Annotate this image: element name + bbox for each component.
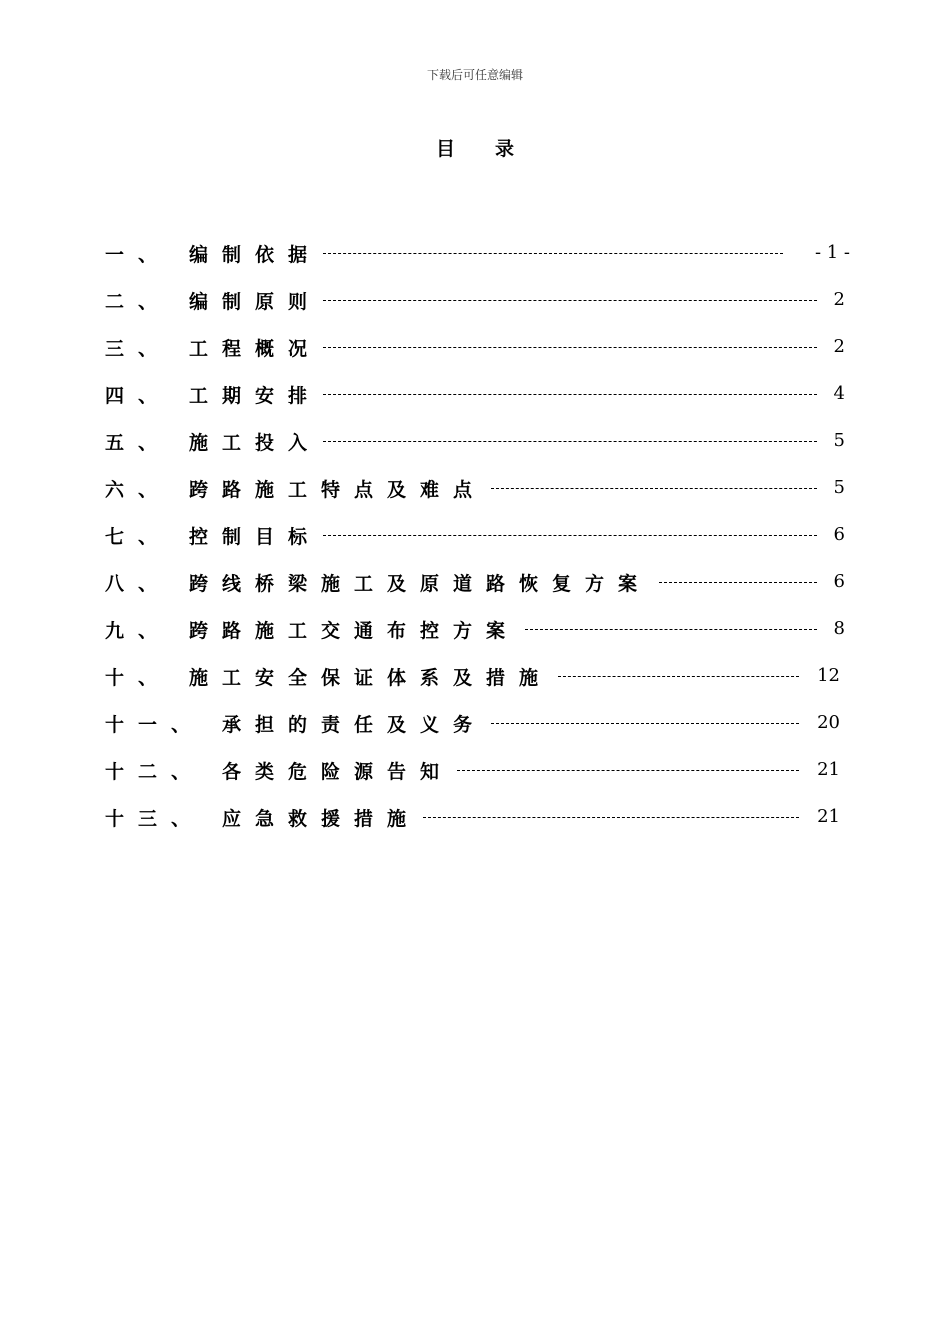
- dot-leader: [659, 582, 817, 583]
- toc-entry-number: 十一、: [105, 713, 205, 736]
- toc-entry-page: 5: [833, 477, 845, 498]
- toc-entry-number: 九、: [105, 619, 172, 642]
- toc-entry-page: 21: [817, 759, 840, 780]
- toc-entry-2[interactable]: [105, 287, 845, 313]
- toc-entry-number: 七、: [105, 525, 172, 548]
- toc-entry-number: 十二、: [105, 760, 205, 783]
- dot-leader: [323, 535, 817, 536]
- toc-entry-title: 施工安全保证体系及措施: [189, 666, 553, 689]
- toc-entry-1[interactable]: [105, 240, 850, 266]
- toc-entry-title: 跨线桥梁施工及原道路恢复方案: [189, 572, 652, 595]
- toc-entry-7[interactable]: [105, 522, 845, 548]
- dot-leader: [491, 488, 817, 489]
- toc-entry-title: 控制目标: [189, 525, 322, 548]
- toc-entry-title: 跨路施工交通布控方案: [189, 619, 520, 642]
- toc-entry-page: 20: [817, 712, 840, 733]
- dot-leader: [525, 629, 817, 630]
- toc-entry-page: - 1 -: [814, 242, 850, 263]
- toc-entry-number: 四、: [105, 384, 172, 407]
- dot-leader: [457, 770, 799, 771]
- toc-entry-page: 4: [833, 383, 845, 404]
- toc-entry-12[interactable]: [105, 757, 840, 783]
- toc-entry-title: 工期安排: [189, 384, 322, 407]
- toc-entry-9[interactable]: [105, 616, 845, 642]
- toc-entry-title: 跨路施工特点及难点: [189, 478, 487, 501]
- toc-entry-page: 2: [833, 289, 845, 310]
- toc-entry-number: 三、: [105, 337, 172, 360]
- toc-entry-title: 应急救援措施: [222, 807, 421, 830]
- toc-entry-number: 二、: [105, 290, 172, 313]
- dot-leader: [323, 394, 817, 395]
- toc-entry-10[interactable]: [105, 663, 840, 689]
- toc-entry-6[interactable]: [105, 475, 845, 501]
- dot-leader: [491, 723, 799, 724]
- toc-entry-number: 八、: [105, 572, 172, 595]
- toc-entry-page: 5: [833, 430, 845, 451]
- page-header-note: 下载后可任意编辑: [426, 68, 523, 82]
- toc-entry-4[interactable]: [105, 381, 845, 407]
- dot-leader: [323, 253, 783, 254]
- dot-leader: [558, 676, 799, 677]
- toc-entry-title: 各类危险源告知: [222, 760, 454, 783]
- toc-entry-title: 施工投入: [189, 431, 322, 454]
- toc-entry-number: 一、: [105, 243, 172, 266]
- toc-entry-number: 六、: [105, 478, 172, 501]
- toc-entry-page: 8: [833, 618, 845, 639]
- toc-entry-title: 承担的责任及义务: [222, 713, 487, 736]
- toc-entry-page: 6: [833, 571, 845, 592]
- toc-entry-page: 21: [817, 806, 840, 827]
- dot-leader: [423, 817, 799, 818]
- toc-entry-11[interactable]: [105, 710, 840, 736]
- toc-entry-8[interactable]: [105, 569, 845, 595]
- dot-leader: [323, 441, 817, 442]
- toc-entry-page: 2: [833, 336, 845, 357]
- toc-title: 目录: [435, 138, 554, 160]
- toc-entry-page: 12: [817, 665, 840, 686]
- toc-entry-title: 工程概况: [189, 337, 322, 360]
- dot-leader: [323, 300, 817, 301]
- toc-entry-13[interactable]: [105, 804, 840, 830]
- toc-entry-number: 十、: [105, 666, 172, 689]
- toc-entry-3[interactable]: [105, 334, 845, 360]
- toc-entry-number: 十三、: [105, 807, 205, 830]
- toc-entry-page: 6: [833, 524, 845, 545]
- toc-entry-title: 编制原则: [189, 290, 322, 313]
- dot-leader: [323, 347, 817, 348]
- toc-entry-number: 五、: [105, 431, 172, 454]
- toc-entry-5[interactable]: [105, 428, 845, 454]
- toc-entry-title: 编制依据: [189, 243, 322, 266]
